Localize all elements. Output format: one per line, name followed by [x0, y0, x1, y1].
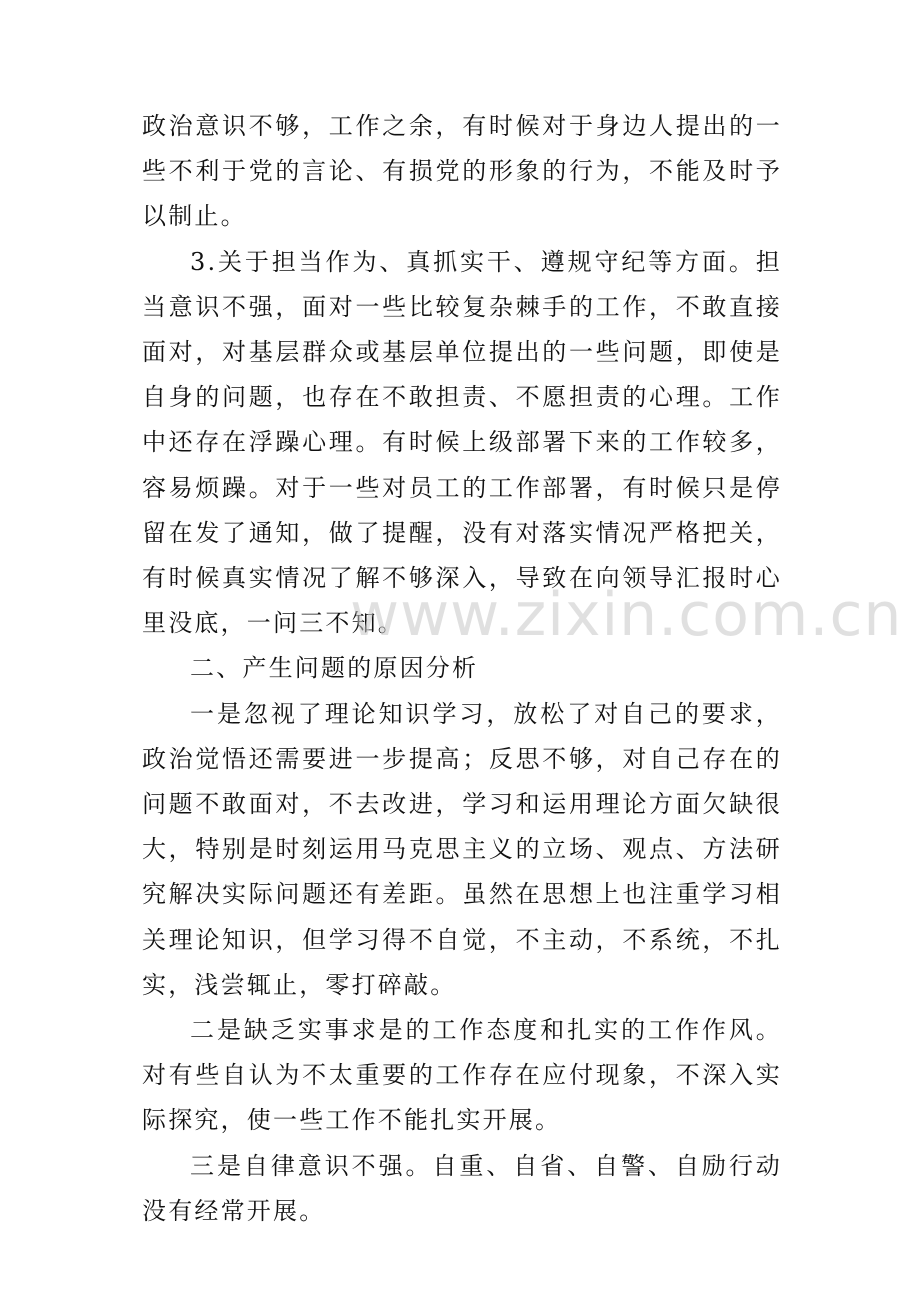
paragraph-cause-one: 一是忽视了理论知识学习，放松了对自己的要求，政治觉悟还需要进一步提高；反思不够，对自己存在的问题不敢面对，不去改进，学习和运用理论方面欠缺很大，特别是时刻运用马克思主义的立场、观点、方法研究解决实际问题还有差距。虽然在思想上也注重学习相关理论知识，但学习得不自觉，不主动，不系统，不扎实，浅尝辄止，零打碎敲。	[142, 699, 782, 999]
watermark-text: www.zixin.com.cn	[350, 580, 903, 650]
paragraph-item-3-responsibility: 3.关于担当作为、真抓实干、遵规守纪等方面。担当意识不强，面对一些比较复杂棘手的工作，不敢直接面对，对基层群众或基层单位提出的一些问题，即使是自身的问题，也存在不敢担责、不愿担责的心理。工作中还存在浮躁心理。有时候上级部署下来的工作较多，容易烦躁。对于一些对员工的工作部署，有时候只是停留在发了通知，做了提醒，没有对落实情况严格把关，有时候真实情况了解不够深入，导致在向领导汇报时心里没底，一问三不知。	[142, 247, 782, 638]
paragraph-cause-three: 三是自律意识不强。自重、自省、自警、自励行动没有经常开展。	[142, 1151, 782, 1225]
paragraph-political-awareness-continued: 政治意识不够，工作之余，有时候对于身边人提出的一些不利于党的言论、有损党的形象的行为，不能及时予以制止。	[142, 112, 782, 231]
section-heading-cause-analysis: 二、产生问题的原因分析	[190, 654, 479, 683]
paragraph-cause-two: 二是缺乏实事求是的工作态度和扎实的工作作风。对有些自认为不太重要的工作存在应付现象，不深入实际探究，使一些工作不能扎实开展。	[142, 1016, 782, 1135]
document-body	[142, 104, 782, 1234]
